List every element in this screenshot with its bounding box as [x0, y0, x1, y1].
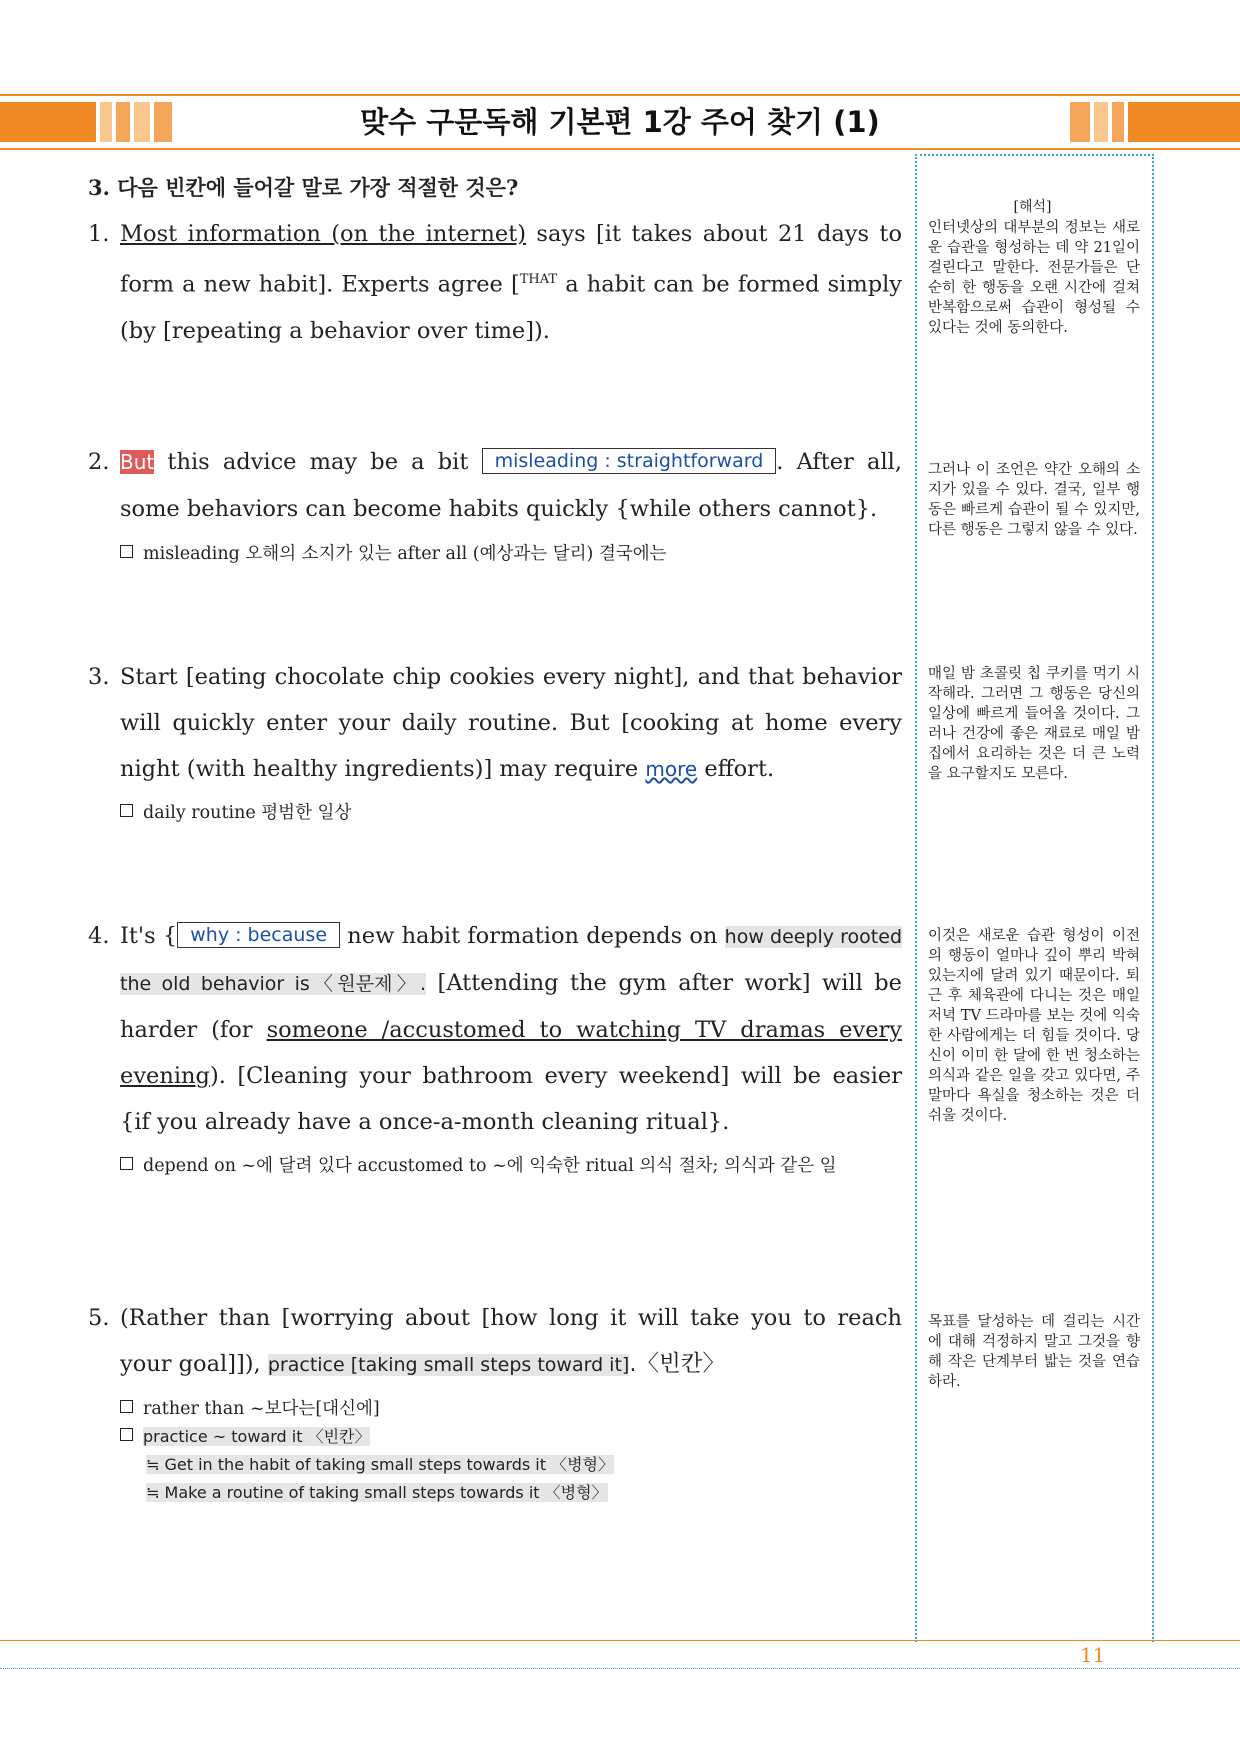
paragraph-4: 4. It's { why : because new habit formation depends on how deeply rooted the old behavior is〈원문제〉. [Attending the gym after work] will be harder (for someone /accustomed to watching TV dramas every evening). [Cleaning your bathroom every weekend] will be easier {if you already have a once-a-month cleaning ritual}. [88, 913, 902, 1145]
translation-column [915, 154, 1154, 1642]
vocab-note-2: misleading 오해의 소지가 있는 after all (예상과는 달리) 결국에는 [120, 540, 902, 568]
someone-underline: someone /accustomed to watching TV dramas every evening [120, 1017, 902, 1089]
vocab-note-5: rather than ~보다는[대신에] practice ~ toward it 〈빈칸〉 ≒ Get in the habit of taking small steps towards it 〈병형〉 ≒ Make a routine of taking small steps towards it 〈병형〉 [120, 1395, 902, 1507]
paragraph-4-number: 4. [88, 923, 110, 949]
paragraph-3-number: 3. [88, 664, 110, 690]
page-title: 맞수 구문독해 기본편 1강 주어 찾기 (1) [360, 105, 880, 139]
paragraph-5: 5. (Rather than [worrying about [how long it will take you to reach your goal]]), practice [taking small steps toward it].〈빈칸〉 [88, 1295, 902, 1388]
checkbox-icon [120, 1400, 133, 1413]
checkbox-icon [120, 804, 133, 817]
paragraph-1-number: 1. [88, 221, 110, 247]
footer-line [0, 1640, 1240, 1641]
vocab-note-3: daily routine 평범한 일상 [120, 799, 902, 827]
footer-dotted-line [0, 1668, 1240, 1669]
more-wavy-underline: more [645, 757, 698, 781]
header-top-line [0, 94, 1240, 96]
paragraph-2: 2. But this advice may be a bit misleading : straightforward . After all, some behaviors can become habits quickly {while others cannot}. [88, 439, 902, 533]
paragraph-1: 1. Most information (on the internet) says [it takes about 21 days to form a new habit]. Experts agree [$^{THAT}$ a habit can be formed simply (by [repeating a behavior over time]). [88, 211, 902, 354]
header-bottom-line [0, 148, 1240, 150]
translation-heading: [해석] [1013, 199, 1052, 215]
translation-1: 인터넷상의 대부분의 정보는 새로운 습관을 형성하는 데 약 21일이 걸린다고 말한다. 전문가들은 단순히 한 행동을 오랜 시간에 걸쳐 반복함으로써 습관이 형성될 수 있다는 것에 동의한다. [928, 220, 1140, 336]
choice-box-why: why : because [177, 922, 340, 948]
paragraph-3: 3. Start [eating chocolate chip cookies every night], and that behavior will quickly enter your daily routine. But [cooking at home every night (with healthy ingredients)] may require more effort. [88, 654, 902, 792]
vocab-note-4: depend on ~에 달려 있다 accustomed to ~에 익숙한 ritual 의식 절차; 의식과 같은 일 [120, 1152, 902, 1180]
question-heading: 3. 다음 빈칸에 들어갈 말로 가장 적절한 것은? [88, 175, 519, 200]
paragraph-5-number: 5. [88, 1305, 110, 1331]
checkbox-icon [120, 545, 133, 558]
blank-answer-highlight: practice [taking small steps toward it] [267, 1354, 630, 1376]
translation-3: 매일 밤 초콜릿 칩 쿠키를 먹기 시작해라. 그러면 그 행동은 당신의 일상에 빠르게 들어올 것이다. 그러나 건강에 좋은 재료로 매일 밤 집에서 요리하는 것은 더 큰 노력을 요구할지도 모른다. [928, 666, 1140, 782]
page-number: 11 [1080, 1643, 1106, 1667]
choice-box-misleading: misleading : straightforward [482, 448, 777, 474]
checkbox-icon [120, 1428, 133, 1441]
but-highlight: But [120, 450, 155, 474]
paraphrase-2: ≒ Make a routine of taking small steps towards it 〈병형〉 [146, 1483, 608, 1502]
translation-5: 목표를 달성하는 데 걸리는 시간에 대해 걱정하지 말고 그것을 향해 작은 단계부터 밟는 것을 연습하라. [928, 1314, 1140, 1390]
that-marker: THAT [519, 272, 558, 287]
original-question-highlight: how deeply rooted the old behavior is〈원문제〉. [120, 926, 903, 995]
paragraph-2-number: 2. [88, 449, 110, 475]
translation-2: 그러나 이 조언은 약간 오해의 소지가 있을 수 있다. 결국, 일부 행동은 빠르게 습관이 될 수 있지만, 다른 행동은 그렇지 않을 수 있다. [928, 462, 1140, 538]
paraphrase-1: ≒ Get in the habit of taking small steps towards it 〈병형〉 [146, 1455, 614, 1474]
subject-underline: Most information (on the internet) [120, 221, 527, 247]
checkbox-icon [120, 1157, 133, 1170]
translation-4: 이것은 새로운 습관 형성이 이전의 행동이 얼마나 깊이 뿌리 박혀 있는지에 달려 있기 때문이다. 퇴근 후 체육관에 다니는 것은 매일 저녁 TV 드라마를 보는 것에 익숙한 사람에게는 더 힘들 것이다. 당신이 이미 한 달에 한 번 청소하는 의식과 같은 일을 갖고 있다면, 주말마다 욕실을 청소하는 것은 더 쉬울 것이다. [928, 928, 1140, 1124]
